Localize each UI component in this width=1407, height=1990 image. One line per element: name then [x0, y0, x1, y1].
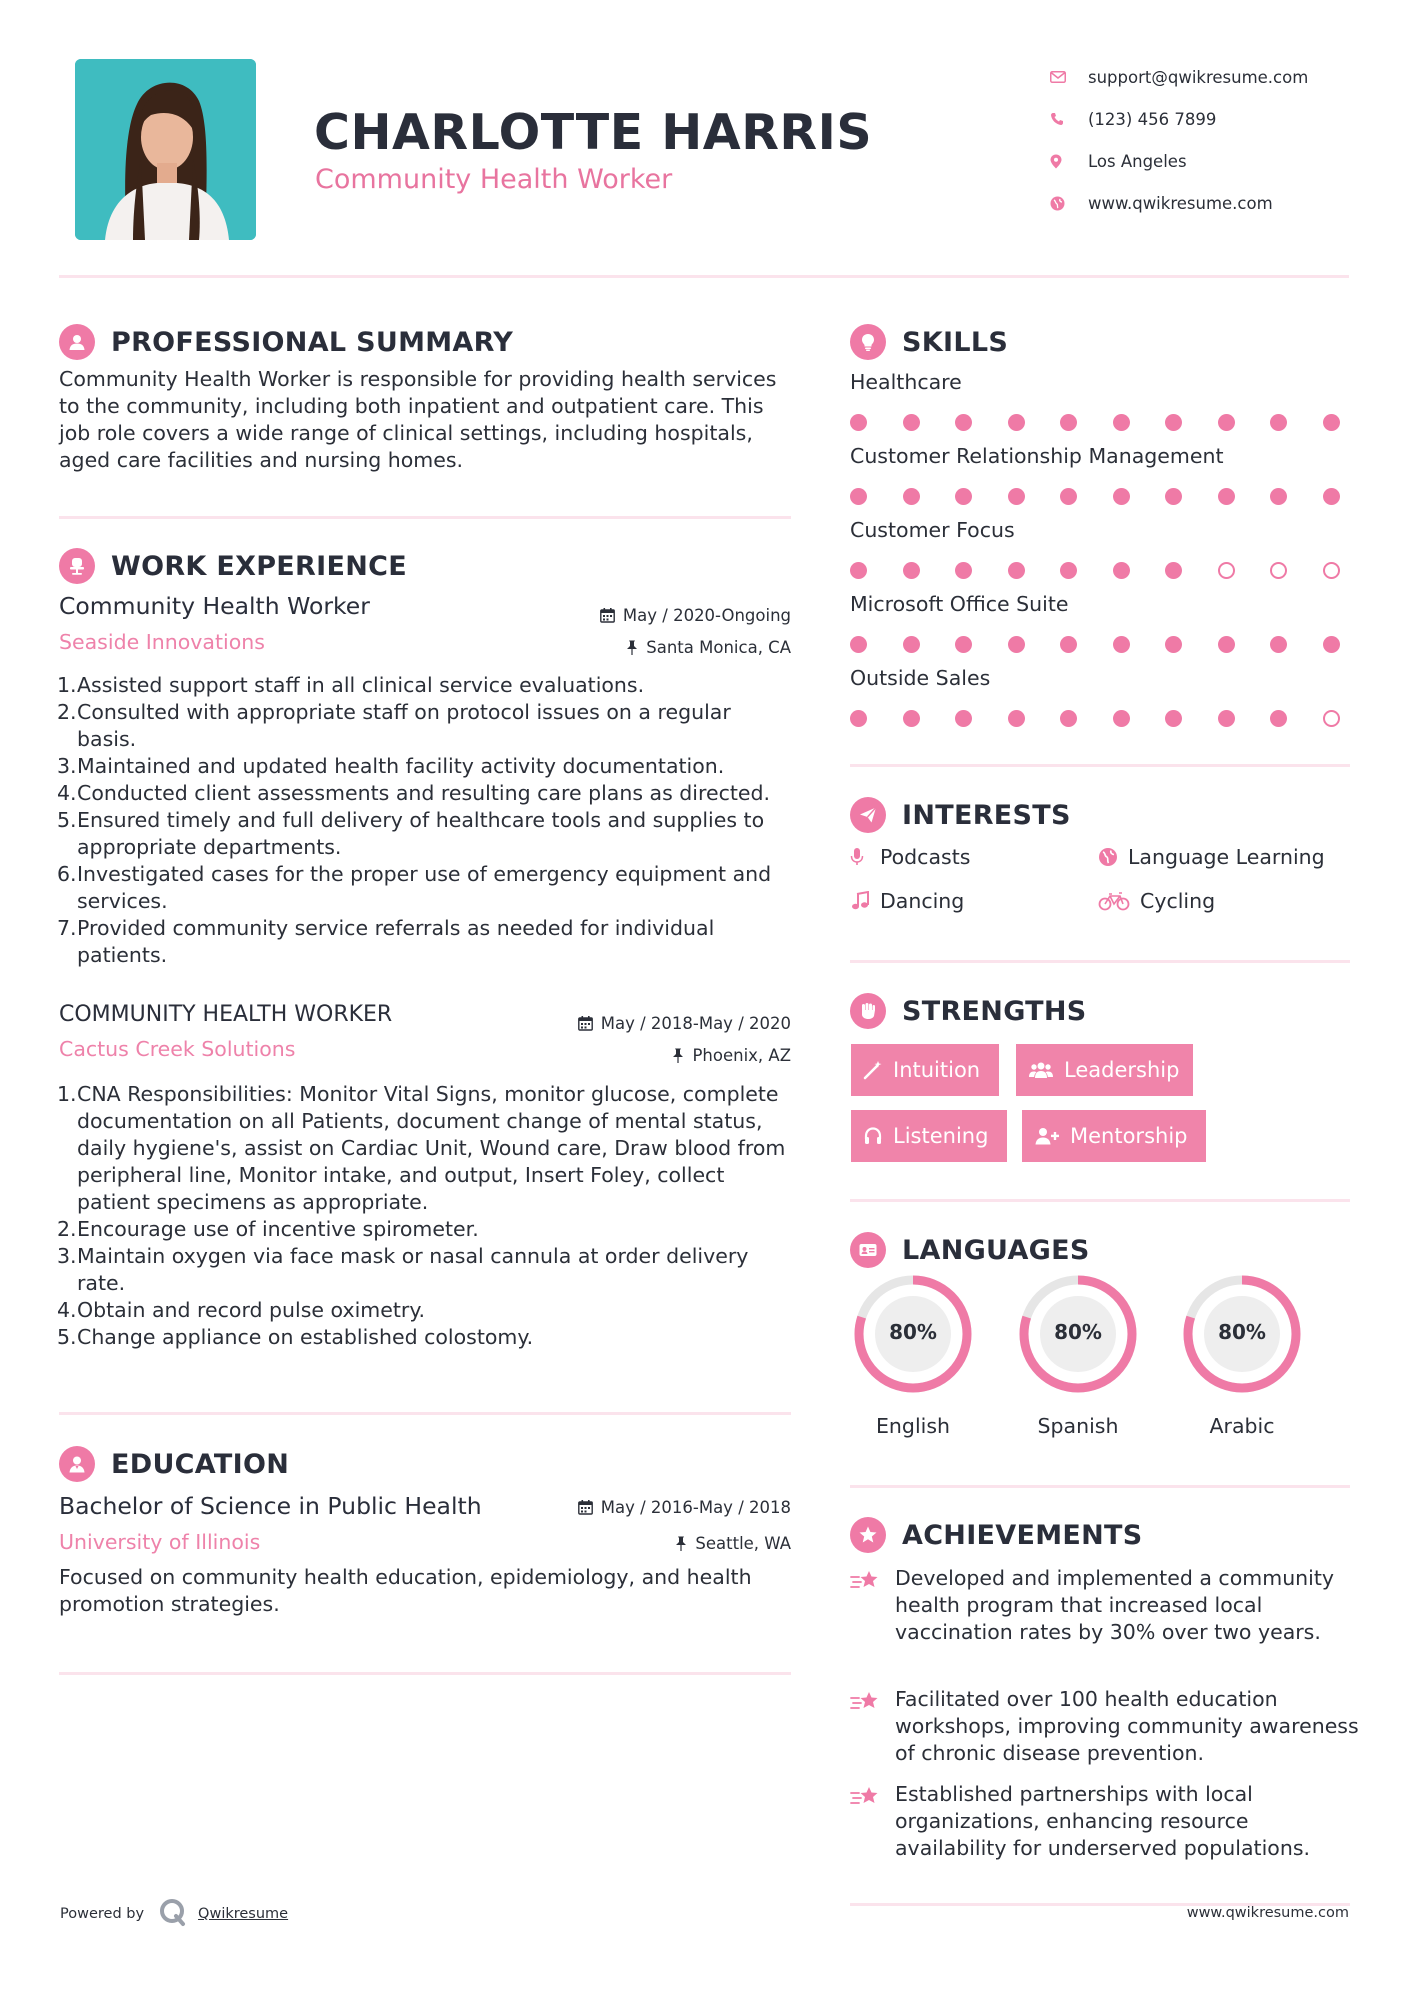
list-item: 1. Assisted support staff in all clinical service evaluations.: [57, 673, 645, 697]
list-item: 3. Maintain oxygen via face mask or nasal cannula at order delivery rate.: [57, 1244, 749, 1295]
contact-location: Los Angeles: [1050, 140, 1350, 182]
skill-name: Customer Focus: [850, 518, 1015, 542]
rating-dot-filled: [1218, 636, 1235, 653]
job-company: Seaside Innovations: [59, 630, 265, 654]
interests-section: [850, 795, 1350, 835]
interest-item: Dancing: [850, 889, 964, 913]
school-name: University of Illinois: [59, 1530, 261, 1554]
languages-divider: [850, 1485, 1350, 1488]
rating-dot-filled: [1060, 710, 1077, 727]
job-title: Community Health Worker: [59, 592, 370, 620]
calendar-icon: [578, 1016, 593, 1031]
rating-dot-filled: [1113, 562, 1130, 579]
language-item: [1180, 1272, 1304, 1438]
summary-text: Community Health Worker is responsible for providing health services to the community, including both inpatient and outpatient care. This job role covers a wide range of clinical settings, including hospitals, aged care facilities and nursing homes.: [59, 367, 777, 472]
education-text: Focused on community health education, epidemiology, and health promotion strategies.: [59, 1565, 752, 1616]
interests-heading: INTERESTS: [902, 799, 1071, 831]
job-date: May / 2018-May / 2020: [578, 1014, 791, 1033]
list-item: 1. CNA Responsibilities: Monitor Vital Signs, monitor glucose, complete documentation on all Patients, document change of mental status, daily hygiene's, assist on Cardiac Unit, Wound care, Draw blood from peripheral line, Monitor intake, and output, Insert Foley, collect patient specimens as appropriate.: [57, 1082, 786, 1214]
list-item: 7. Provided community service referrals as needed for individual patients.: [57, 916, 715, 967]
pushpin-icon: [675, 1536, 687, 1551]
rating-dot-filled: [850, 562, 867, 579]
contact-website[interactable]: www.qwikresume.com: [1050, 182, 1350, 224]
phone-icon: [1050, 112, 1088, 126]
strength-tag-listening: Listening: [851, 1110, 1007, 1162]
rating-dot-empty: [1323, 562, 1340, 579]
strength-tag-leadership: Leadership: [1016, 1044, 1193, 1096]
summary-heading: PROFESSIONAL SUMMARY: [111, 326, 514, 358]
strength-tag-mentorship: Mentorship: [1022, 1110, 1206, 1162]
globe-icon: [1098, 847, 1128, 867]
language-percent: 80%: [889, 1320, 937, 1344]
rating-dot-filled: [1113, 488, 1130, 505]
skill-name: Healthcare: [850, 370, 962, 394]
rating-dot-filled: [955, 562, 972, 579]
languages-heading: LANGUAGES: [902, 1234, 1090, 1266]
bicycle-icon: [1098, 891, 1140, 911]
achievement-item: Facilitated over 100 health education workshops, improving community awareness of chronic disease prevention.: [850, 1686, 1360, 1767]
rating-dot-filled: [1270, 488, 1287, 505]
job-title: COMMUNITY HEALTH WORKER: [59, 1002, 393, 1027]
job-location: Santa Monica, CA: [626, 638, 791, 657]
rating-dot-filled: [903, 488, 920, 505]
headphones-icon: [863, 1126, 883, 1146]
interests-divider: [850, 960, 1350, 963]
skill-name: Customer Relationship Management: [850, 444, 1224, 468]
rating-dot-filled: [1060, 562, 1077, 579]
id-card-icon: [850, 1232, 886, 1268]
achievements-heading: ACHIEVEMENTS: [902, 1519, 1143, 1551]
list-item: 2. Consulted with appropriate staff on protocol issues on a regular basis.: [57, 700, 731, 751]
language-name: English: [875, 1414, 951, 1438]
rating-dot-empty: [1218, 562, 1235, 579]
rating-dot-filled: [955, 414, 972, 431]
list-item: 5. Ensured timely and full delivery of healthcare tools and supplies to appropriate departments.: [57, 808, 765, 859]
rating-dot-filled: [1008, 636, 1025, 653]
rating-dot-filled: [1218, 414, 1235, 431]
map-pin-icon: [1050, 154, 1088, 169]
calendar-icon: [578, 1500, 593, 1515]
music-note-icon: [850, 891, 880, 911]
skill-rating: [850, 696, 1340, 740]
rating-dot-filled: [1008, 414, 1025, 431]
footer-brand-link[interactable]: Qwikresume: [198, 1906, 289, 1922]
skill-rating: [850, 400, 1340, 444]
contact-list: [1050, 56, 1350, 224]
rating-dot-filled: [1113, 710, 1130, 727]
summary-divider: [59, 516, 791, 519]
pushpin-icon: [626, 640, 638, 655]
strengths-divider: [850, 1199, 1350, 1202]
list-item: 3. Maintained and updated health facility activity documentation.: [57, 754, 725, 778]
magic-wand-icon: [863, 1060, 883, 1080]
job-location: Phoenix, AZ: [672, 1046, 791, 1065]
contact-phone[interactable]: (123) 456 7899: [1050, 98, 1350, 140]
skill-rating: [850, 622, 1340, 666]
skills-list: [850, 370, 1350, 740]
user-plus-icon: [1034, 1126, 1060, 1146]
rating-dot-filled: [1218, 710, 1235, 727]
rating-dot-filled: [955, 488, 972, 505]
rating-dot-filled: [1270, 414, 1287, 431]
rating-dot-filled: [850, 488, 867, 505]
footer-powered-by: Powered by Qwikresume: [60, 1897, 288, 1931]
rating-dot-filled: [850, 414, 867, 431]
graduate-icon: [59, 1446, 95, 1482]
candidate-role: Community Health Worker: [315, 164, 673, 195]
footer-url[interactable]: www.qwikresume.com: [1186, 1905, 1349, 1921]
language-percent: 80%: [1218, 1320, 1266, 1344]
rating-dot-filled: [1165, 562, 1182, 579]
fist-icon: [850, 993, 886, 1029]
profile-photo: [75, 59, 256, 240]
rating-dot-filled: [1218, 488, 1235, 505]
skill-rating: [850, 474, 1340, 518]
achievements-section: [850, 1515, 1350, 1555]
summary-section: [59, 322, 789, 474]
shooting-star-icon: [850, 1781, 895, 1862]
rating-dot-filled: [1270, 710, 1287, 727]
lightbulb-icon: [850, 324, 886, 360]
list-item: 4. Obtain and record pulse oximetry.: [57, 1298, 426, 1322]
language-item: [851, 1272, 975, 1438]
rating-dot-filled: [1323, 414, 1340, 431]
candidate-name: CHARLOTTE HARRIS: [314, 104, 873, 161]
rating-dot-filled: [903, 710, 920, 727]
skills-section: [850, 322, 1350, 740]
header-divider: [59, 275, 1349, 278]
rating-dot-filled: [1165, 414, 1182, 431]
rating-dot-filled: [1113, 636, 1130, 653]
rating-dot-filled: [1165, 488, 1182, 505]
experience-section: [59, 546, 791, 586]
globe-icon: [1050, 196, 1088, 211]
rating-dot-filled: [903, 636, 920, 653]
achievement-item: Developed and implemented a community health program that increased local vaccination rates by 30% over two years.: [850, 1565, 1360, 1646]
rating-dot-filled: [903, 562, 920, 579]
rating-dot-filled: [850, 636, 867, 653]
strengths-section: [850, 991, 1350, 1031]
job-company: Cactus Creek Solutions: [59, 1037, 296, 1061]
language-name: Arabic: [1209, 1414, 1275, 1438]
rating-dot-filled: [1008, 562, 1025, 579]
envelope-icon: [1050, 71, 1088, 83]
interest-item: Cycling: [1098, 889, 1215, 913]
experience-heading: WORK EXPERIENCE: [111, 550, 407, 582]
interest-item: Podcasts: [850, 845, 970, 869]
rating-dot-filled: [1060, 414, 1077, 431]
language-percent: 80%: [1054, 1320, 1102, 1344]
languages-section: [850, 1230, 1350, 1270]
interest-item: Language Learning: [1098, 845, 1325, 869]
rating-dot-filled: [1113, 414, 1130, 431]
rating-dot-filled: [1060, 636, 1077, 653]
microphone-icon: [850, 847, 880, 867]
experience-divider: [59, 1412, 791, 1415]
shooting-star-icon: [850, 1565, 895, 1646]
rating-dot-filled: [1008, 710, 1025, 727]
education-divider: [59, 1672, 791, 1675]
rating-dot-filled: [1008, 488, 1025, 505]
list-item: 6. Investigated cases for the proper use of emergency equipment and services.: [57, 862, 772, 913]
rating-dot-filled: [903, 414, 920, 431]
education-section: [59, 1444, 791, 1618]
shooting-star-icon: [850, 1686, 895, 1767]
rating-dot-filled: [1165, 636, 1182, 653]
rating-dot-filled: [1060, 488, 1077, 505]
rating-dot-filled: [1323, 488, 1340, 505]
job-entry: [59, 1002, 791, 1351]
job-duties: [59, 672, 789, 969]
rating-dot-filled: [1270, 636, 1287, 653]
rating-dot-filled: [1323, 636, 1340, 653]
list-item: 5. Change appliance on established colostomy.: [57, 1325, 534, 1349]
rating-dot-filled: [955, 710, 972, 727]
education-location: Seattle, WA: [675, 1534, 791, 1553]
job-duties: [59, 1081, 789, 1351]
pushpin-icon: [672, 1048, 684, 1063]
achievement-item: Established partnerships with local organizations, enhancing resource availability for underserved populations.: [850, 1781, 1360, 1862]
rating-dot-empty: [1323, 710, 1340, 727]
skills-heading: SKILLS: [902, 326, 1009, 358]
star-badge-icon: [850, 1517, 886, 1553]
language-name: Spanish: [1037, 1414, 1119, 1438]
job-date: May / 2020-Ongoing: [600, 606, 791, 625]
education-date: May / 2016-May / 2018: [578, 1498, 791, 1517]
qwikresume-logo-icon: [158, 1897, 188, 1931]
contact-email[interactable]: support@qwikresume.com: [1050, 56, 1350, 98]
rating-dot-filled: [850, 710, 867, 727]
user-icon: [59, 324, 95, 360]
education-heading: EDUCATION: [111, 1448, 290, 1480]
list-item: 2. Encourage use of incentive spirometer.: [57, 1217, 479, 1241]
rating-dot-empty: [1270, 562, 1287, 579]
skill-rating: [850, 548, 1340, 592]
rating-dot-filled: [955, 636, 972, 653]
skill-name: Microsoft Office Suite: [850, 592, 1069, 616]
paper-plane-icon: [850, 797, 886, 833]
users-icon: [1028, 1060, 1054, 1080]
skills-divider: [850, 764, 1350, 767]
calendar-icon: [600, 608, 615, 623]
strengths-heading: STRENGTHS: [902, 995, 1087, 1027]
briefcase-chair-icon: [59, 548, 95, 584]
list-item: 4. Conducted client assessments and resulting care plans as directed.: [57, 781, 771, 805]
skill-name: Outside Sales: [850, 666, 991, 690]
language-item: [1016, 1272, 1140, 1438]
job-entry: [59, 592, 791, 969]
rating-dot-filled: [1165, 710, 1182, 727]
degree-title: Bachelor of Science in Public Health: [59, 1492, 482, 1520]
strength-tag-intuition: Intuition: [851, 1044, 999, 1096]
